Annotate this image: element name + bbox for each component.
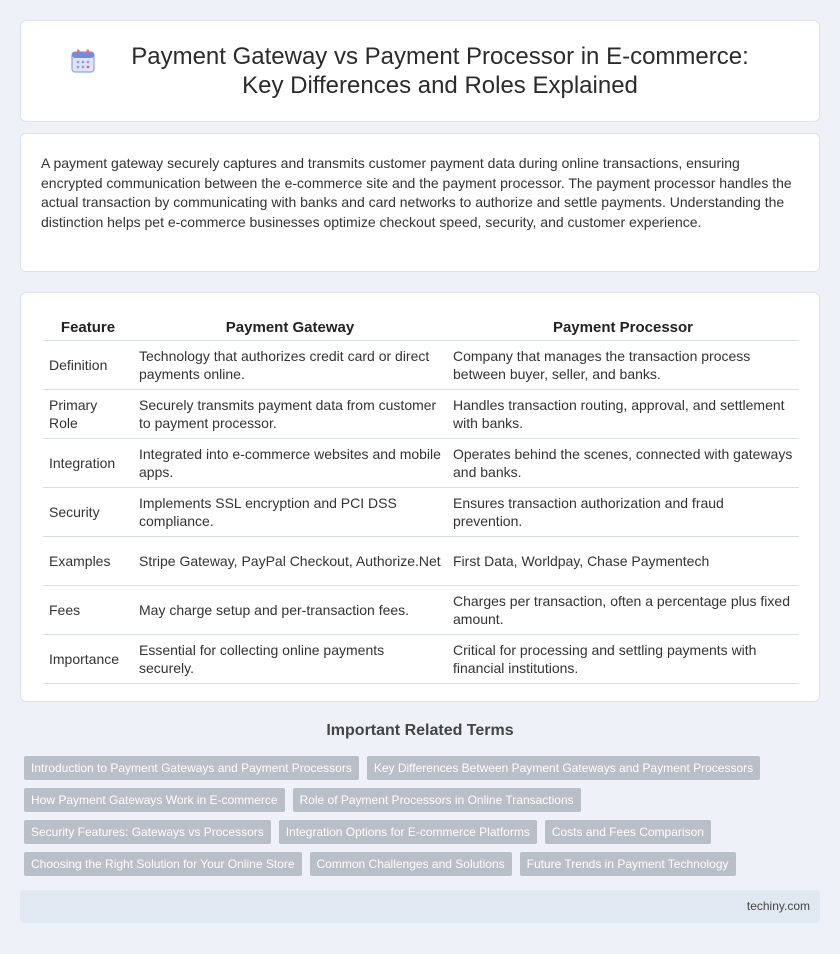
- gateway-cell: Integrated into e-commerce websites and mobile apps.: [133, 439, 447, 488]
- table-row: [43, 635, 799, 684]
- intro-card: [20, 133, 820, 272]
- gateway-cell: Stripe Gateway, PayPal Checkout, Authorize.Net: [133, 537, 447, 586]
- table-row: [43, 586, 799, 635]
- feature-cell: Security: [43, 488, 133, 537]
- related-term-tag[interactable]: How Payment Gateways Work in E-commerce: [24, 788, 285, 812]
- gateway-cell: May charge setup and per-transaction fees.: [133, 586, 447, 635]
- related-term-tag[interactable]: Role of Payment Processors in Online Transactions: [293, 788, 581, 812]
- related-term-tag[interactable]: Future Trends in Payment Technology: [520, 852, 736, 876]
- related-terms-list: [24, 756, 824, 884]
- table-row: [43, 439, 799, 488]
- calendar-icon: [70, 48, 96, 74]
- feature-cell: Primary Role: [43, 390, 133, 439]
- related-term-tag[interactable]: Integration Options for E-commerce Platforms: [279, 820, 537, 844]
- tag-row: [24, 820, 824, 844]
- feature-cell: Fees: [43, 586, 133, 635]
- related-term-tag[interactable]: Key Differences Between Payment Gateways and Payment Processors: [367, 756, 760, 780]
- feature-cell: Integration: [43, 439, 133, 488]
- processor-cell: Critical for processing and settling payments with financial institutions.: [447, 635, 799, 684]
- processor-cell: Charges per transaction, often a percentage plus fixed amount.: [447, 586, 799, 635]
- gateway-cell: Securely transmits payment data from customer to payment processor.: [133, 390, 447, 439]
- table-header-row: [43, 313, 799, 341]
- title-wrap: [70, 42, 770, 100]
- feature-cell: Examples: [43, 537, 133, 586]
- column-header-gateway: Payment Gateway: [133, 313, 447, 341]
- feature-cell: Importance: [43, 635, 133, 684]
- processor-cell: Company that manages the transaction process between buyer, seller, and banks.: [447, 341, 799, 390]
- footer-bar: [20, 890, 820, 923]
- gateway-cell: Technology that authorizes credit card or direct payments online.: [133, 341, 447, 390]
- related-term-tag[interactable]: Common Challenges and Solutions: [310, 852, 512, 876]
- table-row: [43, 488, 799, 537]
- processor-cell: Operates behind the scenes, connected with gateways and banks.: [447, 439, 799, 488]
- table-row: [43, 537, 799, 586]
- gateway-cell: Implements SSL encryption and PCI DSS compliance.: [133, 488, 447, 537]
- related-term-tag[interactable]: Security Features: Gateways vs Processors: [24, 820, 271, 844]
- feature-cell: Definition: [43, 341, 133, 390]
- processor-cell: Handles transaction routing, approval, and settlement with banks.: [447, 390, 799, 439]
- tag-row: [24, 756, 824, 780]
- intro-paragraph: A payment gateway securely captures and transmits customer payment data during online transactions, ensuring encrypted communication between the e-commerce site and the payment processor. The payment processor handles the actual transaction by communicating with banks and card networks to authorize and settle payments. Understanding the distinction helps pet e-commerce businesses optimize checkout speed, security, and customer experience.: [41, 155, 792, 230]
- table-row: [43, 341, 799, 390]
- related-term-tag[interactable]: Choosing the Right Solution for Your Online Store: [24, 852, 302, 876]
- related-terms-heading: Important Related Terms: [326, 722, 514, 739]
- processor-cell: First Data, Worldpay, Chase Paymentech: [447, 537, 799, 586]
- table-row: [43, 390, 799, 439]
- related-term-tag[interactable]: Introduction to Payment Gateways and Payment Processors: [24, 756, 359, 780]
- gateway-cell: Essential for collecting online payments securely.: [133, 635, 447, 684]
- processor-cell: Ensures transaction authorization and fraud prevention.: [447, 488, 799, 537]
- footer-site-link[interactable]: techiny.com: [746, 899, 810, 913]
- tag-row: [24, 788, 824, 812]
- title-card: [20, 20, 820, 122]
- comparison-card: [20, 292, 820, 702]
- column-header-feature: Feature: [43, 313, 133, 341]
- comparison-table: [43, 313, 799, 684]
- tag-row: [24, 852, 824, 876]
- page-title: Payment Gateway vs Payment Processor in E-commerce: Key Differences and Roles Explained: [131, 43, 749, 99]
- related-term-tag[interactable]: Costs and Fees Comparison: [545, 820, 711, 844]
- column-header-processor: Payment Processor: [447, 313, 799, 341]
